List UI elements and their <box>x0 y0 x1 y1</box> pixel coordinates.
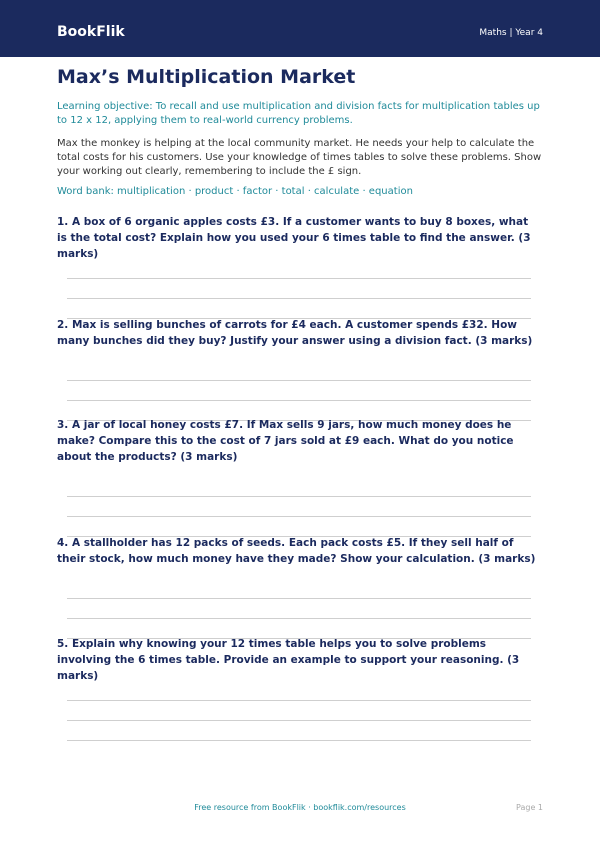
question-3: 3. A jar of local honey costs £7. If Max sells 9 jars, how much money does he make? Compare this to the cost of 7 jars sold at £9 each. What do you notice about the products? (3 marks) <box>57 419 514 463</box>
answer-line[interactable] <box>67 278 531 279</box>
header-bar <box>0 0 600 57</box>
answer-line[interactable] <box>67 516 531 517</box>
learning-objective: Learning objective: To recall and use multiplication and division facts for multiplication tables up to 12 x 12, applying them to real-world currency problems. <box>57 101 540 126</box>
answer-line[interactable] <box>67 618 531 619</box>
answer-line[interactable] <box>67 380 531 381</box>
brand-logo: BookFlik <box>57 24 125 40</box>
answer-line[interactable] <box>67 700 531 701</box>
intro-paragraph: Max the monkey is helping at the local community market. He needs your help to calculate the total costs for his customers. Use your knowledge of times tables to solve these problems. Show your working out clearly, remembering to include the £ sign. <box>57 138 542 177</box>
subject-year-label: Maths | Year 4 <box>479 28 543 38</box>
answer-line[interactable] <box>67 598 531 599</box>
answer-line[interactable] <box>67 298 531 299</box>
footer-credit: Free resource from BookFlik · bookflik.com/resources <box>194 803 406 812</box>
question-2: 2. Max is selling bunches of carrots for £4 each. A customer spends £32. How many bunches did they buy? Justify your answer using a division fact. (3 marks) <box>57 319 533 347</box>
question-5: 5. Explain why knowing your 12 times table helps you to solve problems involving the 6 times table. Provide an example to support your reasoning. (3 marks) <box>57 638 520 682</box>
word-bank: Word bank: multiplication · product · factor · total · calculate · equation <box>57 186 413 197</box>
answer-line[interactable] <box>67 496 531 497</box>
answer-line[interactable] <box>67 400 531 401</box>
answer-line[interactable] <box>67 740 531 741</box>
answer-line[interactable] <box>67 720 531 721</box>
page-title: Max’s Multiplication Market <box>57 66 356 88</box>
question-4: 4. A stallholder has 12 packs of seeds. Each pack costs £5. If they sell half of their stock, how much money have they made? Show your calculation. (3 marks) <box>57 537 536 565</box>
question-1: 1. A box of 6 organic apples costs £3. If a customer wants to buy 8 boxes, what is the total cost? Explain how you used your 6 times table to find the answer. (3 marks) <box>57 216 531 260</box>
page-number: Page 1 <box>516 803 543 812</box>
